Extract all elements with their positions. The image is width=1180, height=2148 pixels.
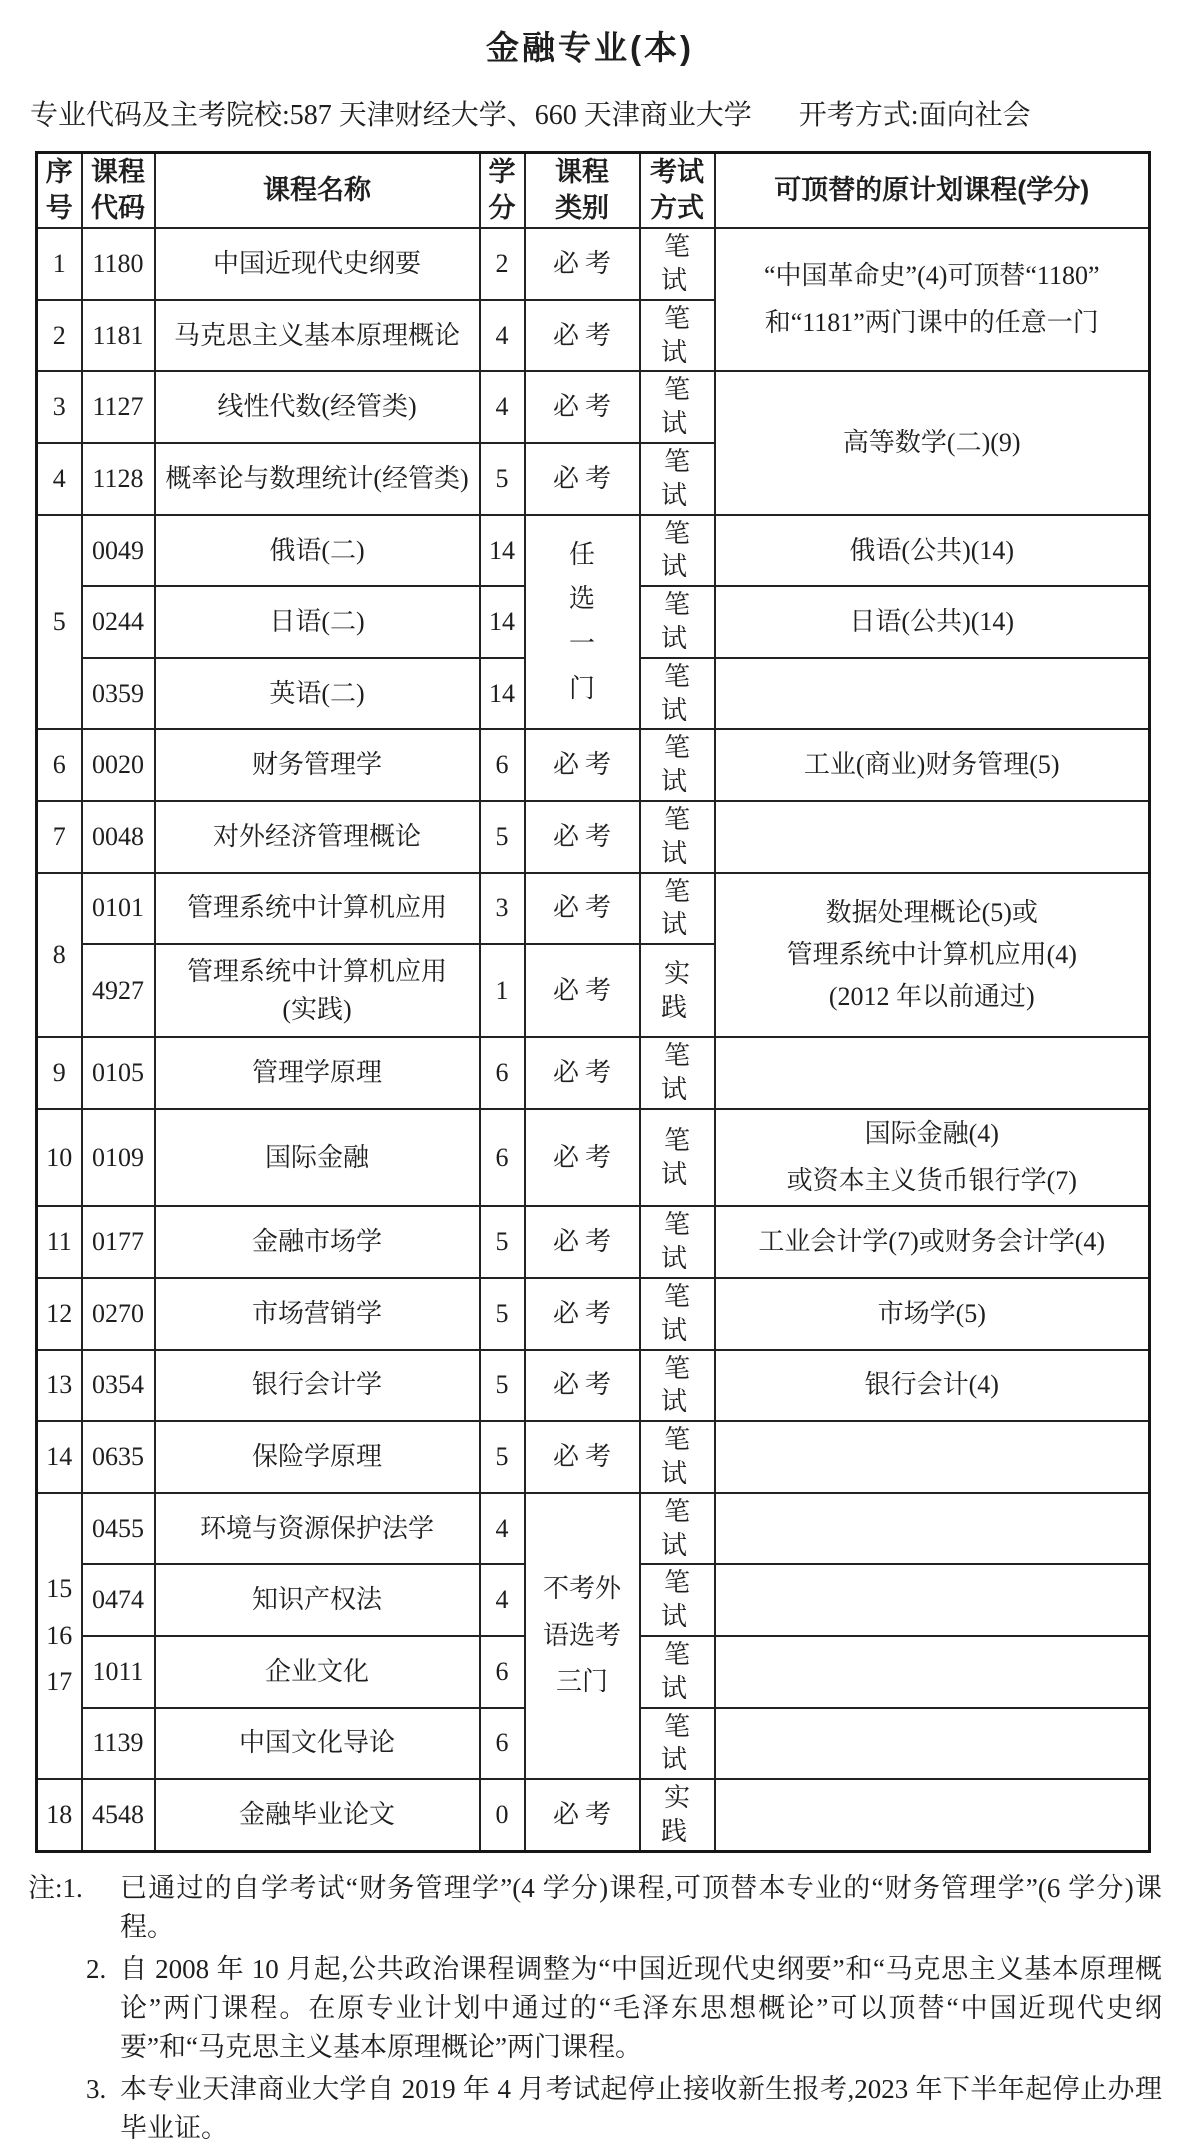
table-row: [37, 1109, 1150, 1207]
exam-cell: 笔试: [640, 300, 715, 372]
exam-cell: 笔试: [640, 228, 715, 300]
credits-cell: 5: [480, 801, 525, 873]
exam-cell: 笔试: [640, 1708, 715, 1780]
table-row: [37, 1037, 1150, 1109]
type-cell: 必考: [525, 873, 640, 945]
table-row: [37, 1421, 1150, 1493]
type-cell: 必考: [525, 1278, 640, 1350]
credits-cell: 6: [480, 729, 525, 801]
replace-cell: 俄语(公共)(14): [715, 515, 1150, 587]
header-course-name: 课程名称: [155, 153, 480, 229]
code-cell: 0635: [82, 1421, 155, 1493]
code-cell: 0048: [82, 801, 155, 873]
replace-cell: [715, 1037, 1150, 1109]
course-name-cell: 环境与资源保护法学: [155, 1493, 480, 1565]
exam-cell: 笔试: [640, 1037, 715, 1109]
credits-cell: 0: [480, 1779, 525, 1851]
credits-cell: 6: [480, 1037, 525, 1109]
code-cell: 0109: [82, 1109, 155, 1207]
type-cell: 任 选 一 门: [525, 515, 640, 730]
type-cell: 必考: [525, 371, 640, 443]
notes-section: [28, 1869, 1162, 2148]
table-row: [37, 1493, 1150, 1565]
type-cell: 必考: [525, 1779, 640, 1851]
course-name-cell: 日语(二): [155, 586, 480, 658]
code-cell: 0474: [82, 1564, 155, 1636]
table-row: [37, 873, 1150, 945]
credits-cell: 5: [480, 443, 525, 515]
replace-cell: 国际金融(4) 或资本主义货币银行学(7): [715, 1109, 1150, 1207]
table-row: [37, 228, 1150, 300]
note-item: [28, 2070, 1162, 2148]
table-row: [37, 1350, 1150, 1422]
code-cell: 0049: [82, 515, 155, 587]
replace-cell: [715, 1708, 1150, 1780]
code-cell: 0177: [82, 1206, 155, 1278]
course-name-cell: 金融市场学: [155, 1206, 480, 1278]
type-cell: 必考: [525, 801, 640, 873]
seq-cell: 8: [37, 873, 82, 1038]
type-cell: 必考: [525, 729, 640, 801]
exam-cell: 笔试: [640, 443, 715, 515]
seq-cell: 3: [37, 371, 82, 443]
course-name-cell: 马克思主义基本原理概论: [155, 300, 480, 372]
credits-cell: 14: [480, 658, 525, 730]
page-title: 金融专业(本): [486, 29, 694, 66]
course-name-cell: 保险学原理: [155, 1421, 480, 1493]
code-cell: 0270: [82, 1278, 155, 1350]
exam-cell: 笔试: [640, 658, 715, 730]
course-name-cell: 对外经济管理概论: [155, 801, 480, 873]
credits-cell: 1: [480, 944, 525, 1037]
exam-cell: 笔试: [640, 1636, 715, 1708]
seq-cell: 14: [37, 1421, 82, 1493]
seq-cell: 2: [37, 300, 82, 372]
course-name-cell: 企业文化: [155, 1636, 480, 1708]
code-cell: 0020: [82, 729, 155, 801]
exam-cell: 笔试: [640, 371, 715, 443]
code-cell: 1139: [82, 1708, 155, 1780]
replace-cell: 高等数学(二)(9): [715, 371, 1150, 514]
course-name-cell: 俄语(二): [155, 515, 480, 587]
replace-cell: [715, 658, 1150, 730]
curriculum-table: [35, 151, 1151, 1853]
code-cell: 0101: [82, 873, 155, 945]
replace-cell: [715, 801, 1150, 873]
course-name-cell: 中国近现代史纲要: [155, 228, 480, 300]
course-name-cell: 国际金融: [155, 1109, 480, 1207]
code-cell: 1127: [82, 371, 155, 443]
replace-cell: 工业(商业)财务管理(5): [715, 729, 1150, 801]
subtitle-major-code: 专业代码及主考院校:587 天津财经大学、660 天津商业大学: [30, 100, 752, 131]
type-cell: 不考外 语选考 三门: [525, 1493, 640, 1779]
seq-cell: 10: [37, 1109, 82, 1207]
subtitle-exam-mode: 开考方式:面向社会: [798, 100, 1031, 131]
replace-cell: “中国革命史”(4)可顶替“1180” 和“1181”两门课中的任意一门: [715, 228, 1150, 371]
table-row: [37, 1206, 1150, 1278]
code-cell: 0354: [82, 1350, 155, 1422]
table-row: [37, 1278, 1150, 1350]
exam-cell: 笔试: [640, 1278, 715, 1350]
seq-cell: 12: [37, 1278, 82, 1350]
replace-cell: 工业会计学(7)或财务会计学(4): [715, 1206, 1150, 1278]
course-name-cell: 市场营销学: [155, 1278, 480, 1350]
subtitle: [30, 93, 1180, 133]
header-credits: 学 分: [480, 153, 525, 229]
code-cell: 1180: [82, 228, 155, 300]
type-cell: 必考: [525, 1350, 640, 1422]
course-name-cell: 线性代数(经管类): [155, 371, 480, 443]
credits-cell: 4: [480, 1493, 525, 1565]
seq-cell: 18: [37, 1779, 82, 1851]
replace-cell: 日语(公共)(14): [715, 586, 1150, 658]
exam-cell: 笔试: [640, 1421, 715, 1493]
credits-cell: 14: [480, 515, 525, 587]
exam-cell: 笔试: [640, 1206, 715, 1278]
header-exam-method: 考试 方式: [640, 153, 715, 229]
header-code: 课程 代码: [82, 153, 155, 229]
note-text: 已通过的自学考试“财务管理学”(4 学分)课程,可顶替本专业的“财务管理学”(6 学分)课程。: [120, 1872, 1162, 1942]
course-name-cell: 英语(二): [155, 658, 480, 730]
credits-cell: 4: [480, 1564, 525, 1636]
replace-cell: [715, 1421, 1150, 1493]
credits-cell: 4: [480, 300, 525, 372]
seq-cell: 7: [37, 801, 82, 873]
credits-cell: 2: [480, 228, 525, 300]
course-name-cell: 金融毕业论文: [155, 1779, 480, 1851]
code-cell: 0244: [82, 586, 155, 658]
code-cell: 0105: [82, 1037, 155, 1109]
course-name-cell: 中国文化导论: [155, 1708, 480, 1780]
replace-cell: [715, 1493, 1150, 1565]
course-name-cell: 知识产权法: [155, 1564, 480, 1636]
exam-cell: 笔试: [640, 1493, 715, 1565]
note-text: 自 2008 年 10 月起,公共政治课程调整为“中国近现代史纲要”和“马克思主义基本原理概论”两门课程。在原专业计划中通过的“毛泽东思想概论”可以顶替“中国近现代史纲要”和“马克思主义基本原理概论”两门课程。: [120, 1953, 1162, 2062]
type-cell: 必考: [525, 228, 640, 300]
code-cell: 1011: [82, 1636, 155, 1708]
header-seq: 序 号: [37, 153, 82, 229]
exam-cell: 笔试: [640, 873, 715, 945]
table-row: [37, 515, 1150, 587]
credits-cell: 6: [480, 1708, 525, 1780]
seq-cell: 9: [37, 1037, 82, 1109]
type-cell: 必考: [525, 300, 640, 372]
exam-cell: 笔试: [640, 586, 715, 658]
credits-cell: 14: [480, 586, 525, 658]
credits-cell: 6: [480, 1636, 525, 1708]
seq-cell: 11: [37, 1206, 82, 1278]
course-name-cell: 概率论与数理统计(经管类): [155, 443, 480, 515]
note-item: [28, 1950, 1162, 2067]
code-cell: 0455: [82, 1493, 155, 1565]
seq-cell: 13: [37, 1350, 82, 1422]
type-cell: 必考: [525, 1037, 640, 1109]
code-cell: 0359: [82, 658, 155, 730]
code-cell: 4927: [82, 944, 155, 1037]
replace-cell: 银行会计(4): [715, 1350, 1150, 1422]
header-course-type: 课程 类别: [525, 153, 640, 229]
note-number: 2.: [86, 1953, 107, 1984]
credits-cell: 5: [480, 1278, 525, 1350]
seq-cell: 4: [37, 443, 82, 515]
course-name-cell: 管理系统中计算机应用 (实践): [155, 944, 480, 1037]
seq-cell: 15 16 17: [37, 1493, 82, 1779]
table-row: [37, 801, 1150, 873]
credits-cell: 5: [480, 1206, 525, 1278]
type-cell: 必考: [525, 1206, 640, 1278]
exam-cell: 实践: [640, 1779, 715, 1851]
note-number: 3.: [86, 2073, 107, 2104]
exam-cell: 实践: [640, 944, 715, 1037]
course-name-cell: 管理系统中计算机应用: [155, 873, 480, 945]
course-name-cell: 管理学原理: [155, 1037, 480, 1109]
replace-cell: 市场学(5): [715, 1278, 1150, 1350]
replace-cell: [715, 1636, 1150, 1708]
seq-cell: 1: [37, 228, 82, 300]
exam-cell: 笔试: [640, 515, 715, 587]
code-cell: 4548: [82, 1779, 155, 1851]
replace-cell: [715, 1564, 1150, 1636]
seq-cell: 5: [37, 515, 82, 730]
course-name-cell: 银行会计学: [155, 1350, 480, 1422]
exam-cell: 笔试: [640, 1564, 715, 1636]
credits-cell: 3: [480, 873, 525, 945]
type-cell: 必考: [525, 1421, 640, 1493]
exam-cell: 笔试: [640, 729, 715, 801]
exam-cell: 笔试: [640, 1350, 715, 1422]
credits-cell: 5: [480, 1350, 525, 1422]
credits-cell: 6: [480, 1109, 525, 1207]
seq-cell: 6: [37, 729, 82, 801]
exam-cell: 笔试: [640, 1109, 715, 1207]
credits-cell: 5: [480, 1421, 525, 1493]
type-cell: 必考: [525, 944, 640, 1037]
table-header-row: [37, 153, 1150, 229]
replace-cell: 数据处理概论(5)或 管理系统中计算机应用(4) (2012 年以前通过): [715, 873, 1150, 1038]
replace-cell: [715, 1779, 1150, 1851]
note-item: [28, 1869, 1162, 1947]
note-number: 注:1.: [28, 1872, 83, 1903]
type-cell: 必考: [525, 443, 640, 515]
code-cell: 1181: [82, 300, 155, 372]
table-row: [37, 729, 1150, 801]
credits-cell: 4: [480, 371, 525, 443]
exam-cell: 笔试: [640, 801, 715, 873]
header-replace: 可顶替的原计划课程(学分): [715, 153, 1150, 229]
table-row: [37, 371, 1150, 443]
table-row: [37, 1779, 1150, 1851]
code-cell: 1128: [82, 443, 155, 515]
note-text: 本专业天津商业大学自 2019 年 4 月考试起停止接收新生报考,2023 年下半年起停止办理毕业证。: [120, 2073, 1162, 2143]
course-name-cell: 财务管理学: [155, 729, 480, 801]
type-cell: 必考: [525, 1109, 640, 1207]
